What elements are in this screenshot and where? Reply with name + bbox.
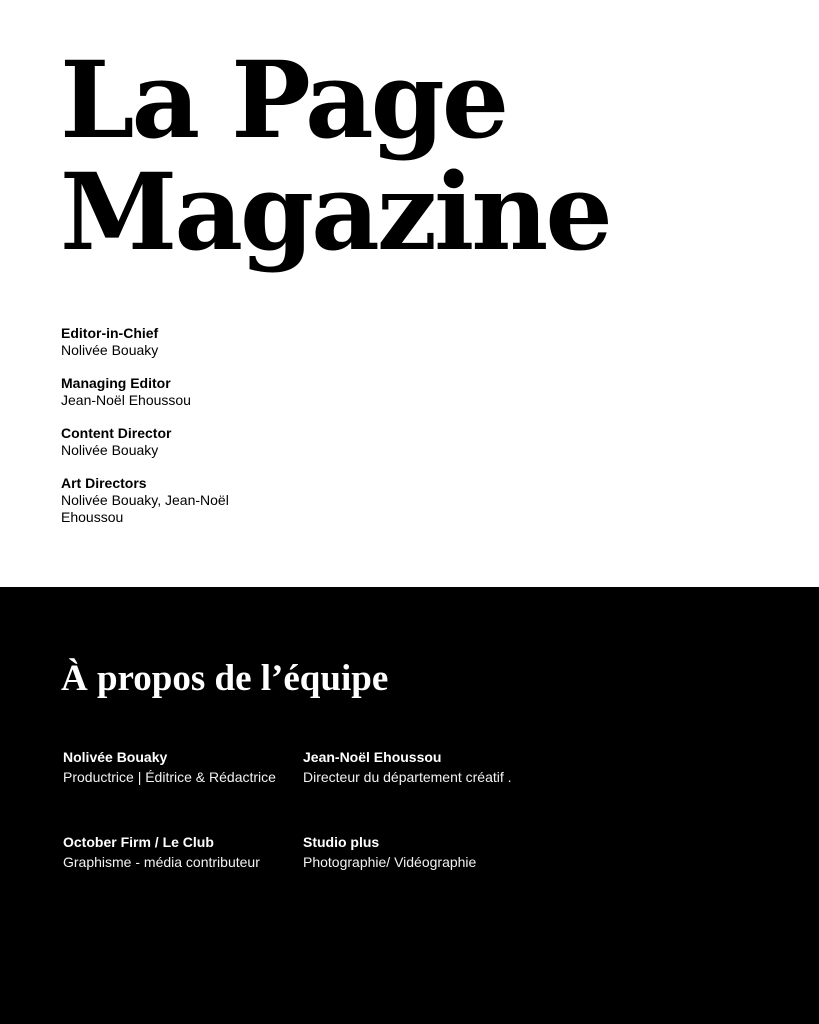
- team-member-role: Directeur du département créatif .: [303, 769, 512, 785]
- team-member-name: October Firm / Le Club: [63, 834, 214, 850]
- team-member: [63, 747, 303, 787]
- credit-name: Jean-Noël Ehoussou: [61, 392, 191, 408]
- team-member-role: Graphisme - média contributeur: [63, 854, 260, 870]
- magazine-title: [60, 37, 610, 274]
- team-member: [63, 832, 303, 872]
- credit-managing-editor: [61, 375, 291, 409]
- team-member-name: Studio plus: [303, 834, 380, 850]
- team-section-title: À propos de l’équipe: [61, 658, 389, 699]
- team-member-role: Photographie/ Vidéographie: [303, 854, 477, 870]
- team-section: [0, 587, 819, 1024]
- credit-editor-in-chief: [61, 325, 291, 359]
- team-member-name: Jean-Noël Ehoussou: [303, 749, 442, 765]
- credit-art-directors: [61, 475, 291, 526]
- credit-name: Nolivée Bouaky: [61, 342, 159, 358]
- credit-role: Managing Editor: [61, 375, 171, 391]
- credit-role: Content Director: [61, 425, 172, 441]
- team-member-role: Productrice | Éditrice & Rédactrice: [63, 769, 276, 785]
- team-member: [303, 747, 543, 787]
- team-member-name: Nolivée Bouaky: [63, 749, 168, 765]
- team-grid: [63, 747, 543, 872]
- credit-name: Nolivée Bouaky: [61, 442, 159, 458]
- credit-content-director: [61, 425, 291, 459]
- credit-role: Art Directors: [61, 475, 147, 491]
- magazine-title-line-1: La Page: [60, 37, 507, 162]
- credit-role: Editor-in-Chief: [61, 325, 159, 341]
- team-member: [303, 832, 543, 872]
- credits-list: [61, 325, 291, 542]
- magazine-title-line-2: Magazine: [60, 149, 610, 274]
- credit-name: Nolivée Bouaky, Jean-Noël Ehoussou: [61, 492, 229, 525]
